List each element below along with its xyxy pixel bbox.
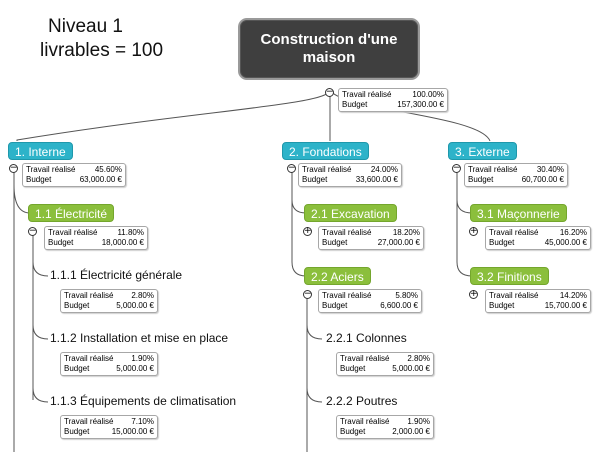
leaf-222[interactable]: 2.2.2 Poutres — [326, 394, 398, 408]
connector-root-interne — [17, 90, 330, 141]
budget-label: Budget — [342, 100, 368, 109]
work-label: Travail réalisé — [48, 228, 98, 237]
budget-label: Budget — [340, 364, 366, 373]
work-value: 18.20% — [392, 228, 420, 237]
leaf-113[interactable]: 1.1.3 Équipements de climatisation — [50, 394, 237, 408]
info-box-electricite — [44, 226, 148, 250]
connector-221 — [307, 325, 322, 339]
budget-value: 33,600.00 € — [355, 175, 398, 184]
leaf-221[interactable]: 2.2.1 Colonnes — [326, 331, 407, 345]
work-value: 11.80% — [117, 228, 144, 237]
info-box-externe — [464, 163, 568, 187]
work-value: 2.80% — [407, 354, 430, 363]
work-value: 30.40% — [536, 165, 564, 174]
work-value: 1.90% — [131, 354, 154, 363]
budget-value: 27,000.00 € — [377, 238, 420, 247]
collapse-icon[interactable]: − — [304, 289, 312, 299]
budget-label: Budget — [489, 238, 515, 247]
work-value: 14.20% — [559, 291, 587, 300]
budget-value: 157,300.00 € — [397, 100, 444, 109]
connector-112 — [33, 325, 48, 339]
work-label: Travail réalisé — [468, 165, 518, 174]
root-info-box — [338, 88, 448, 112]
work-label: Travail réalisé — [340, 354, 390, 363]
node-externe[interactable]: 3. Externe — [448, 142, 517, 160]
node-interne[interactable]: 1. Interne — [8, 142, 73, 160]
node-maconnerie[interactable]: 3.1 Maçonnerie — [470, 204, 567, 222]
work-label: Travail réalisé — [302, 165, 352, 174]
note-line-1: Niveau 1 — [48, 16, 123, 37]
budget-label: Budget — [489, 301, 515, 310]
connector-222 — [307, 388, 322, 402]
connector-111 — [33, 262, 48, 276]
work-value: 7.10% — [131, 417, 154, 426]
info-box-fondations — [298, 163, 402, 187]
work-label: Travail réalisé — [64, 354, 114, 363]
info-box-113 — [60, 415, 158, 439]
budget-label: Budget — [26, 175, 52, 184]
node-electricite[interactable]: 1.1 Électricité — [28, 204, 114, 222]
work-label: Travail réalisé — [322, 291, 372, 300]
info-box-excavation — [318, 226, 424, 250]
budget-value: 2,000.00 € — [392, 427, 430, 436]
budget-value: 15,700.00 € — [544, 301, 587, 310]
info-box-222 — [336, 415, 434, 439]
collapse-icon[interactable]: − — [10, 163, 18, 173]
work-value: 2.80% — [131, 291, 154, 300]
expand-icon[interactable]: + — [304, 226, 312, 236]
budget-value: 5,000.00 € — [116, 301, 154, 310]
budget-value: 6,600.00 € — [380, 301, 418, 310]
work-label: Travail réalisé — [26, 165, 76, 174]
connector-113 — [33, 388, 48, 402]
work-value: 24.00% — [370, 165, 398, 174]
info-box-111 — [60, 289, 158, 313]
collapse-icon[interactable]: − — [326, 87, 334, 97]
budget-label: Budget — [64, 427, 90, 436]
root-title: Construction d'une maison — [260, 31, 398, 66]
budget-label: Budget — [468, 175, 494, 184]
work-value: 1.90% — [407, 417, 430, 426]
node-excavation[interactable]: 2.1 Excavation — [304, 204, 397, 222]
note-line-2: livrables = 100 — [40, 40, 164, 61]
collapse-icon[interactable]: − — [453, 163, 461, 173]
collapse-icon[interactable]: − — [29, 226, 37, 236]
info-box-finitions — [485, 289, 591, 313]
work-value: 100.00% — [412, 90, 444, 99]
node-aciers[interactable]: 2.2 Aciers — [304, 267, 371, 285]
collapse-icon[interactable]: − — [288, 163, 296, 173]
expand-icon[interactable]: + — [470, 226, 478, 236]
info-box-interne — [22, 163, 126, 187]
work-value: 16.20% — [559, 228, 587, 237]
budget-label: Budget — [322, 301, 348, 310]
node-finitions[interactable]: 3.2 Finitions — [470, 267, 549, 285]
work-value: 5.80% — [395, 291, 418, 300]
work-label: Travail réalisé — [340, 417, 390, 426]
budget-value: 63,000.00 € — [79, 175, 122, 184]
info-box-maconnerie — [485, 226, 591, 250]
budget-label: Budget — [302, 175, 328, 184]
work-label: Travail réalisé — [322, 228, 372, 237]
expand-icon[interactable]: + — [470, 289, 478, 299]
work-label: Travail réalisé — [342, 90, 392, 99]
budget-label: Budget — [340, 427, 366, 436]
budget-value: 5,000.00 € — [392, 364, 430, 373]
leaf-112[interactable]: 1.1.2 Installation et mise en place — [50, 331, 229, 345]
work-label: Travail réalisé — [489, 291, 539, 300]
node-fondations[interactable]: 2. Fondations — [282, 142, 369, 160]
work-label: Travail réalisé — [64, 417, 114, 426]
budget-label: Budget — [322, 238, 348, 247]
leaf-111[interactable]: 1.1.1 Électricité générale — [50, 268, 183, 282]
root-node[interactable] — [238, 18, 420, 80]
info-box-aciers — [318, 289, 422, 313]
info-box-112 — [60, 352, 158, 376]
work-label: Travail réalisé — [489, 228, 539, 237]
budget-value: 15,000.00 € — [111, 427, 154, 436]
budget-label: Budget — [64, 364, 90, 373]
budget-label: Budget — [48, 238, 74, 247]
work-label: Travail réalisé — [64, 291, 114, 300]
budget-value: 45,000.00 € — [544, 238, 587, 247]
info-box-221 — [336, 352, 434, 376]
budget-value: 5,000.00 € — [116, 364, 154, 373]
work-value: 45.60% — [94, 165, 122, 174]
budget-value: 60,700.00 € — [521, 175, 564, 184]
budget-value: 18,000.00 € — [101, 238, 144, 247]
budget-label: Budget — [64, 301, 90, 310]
